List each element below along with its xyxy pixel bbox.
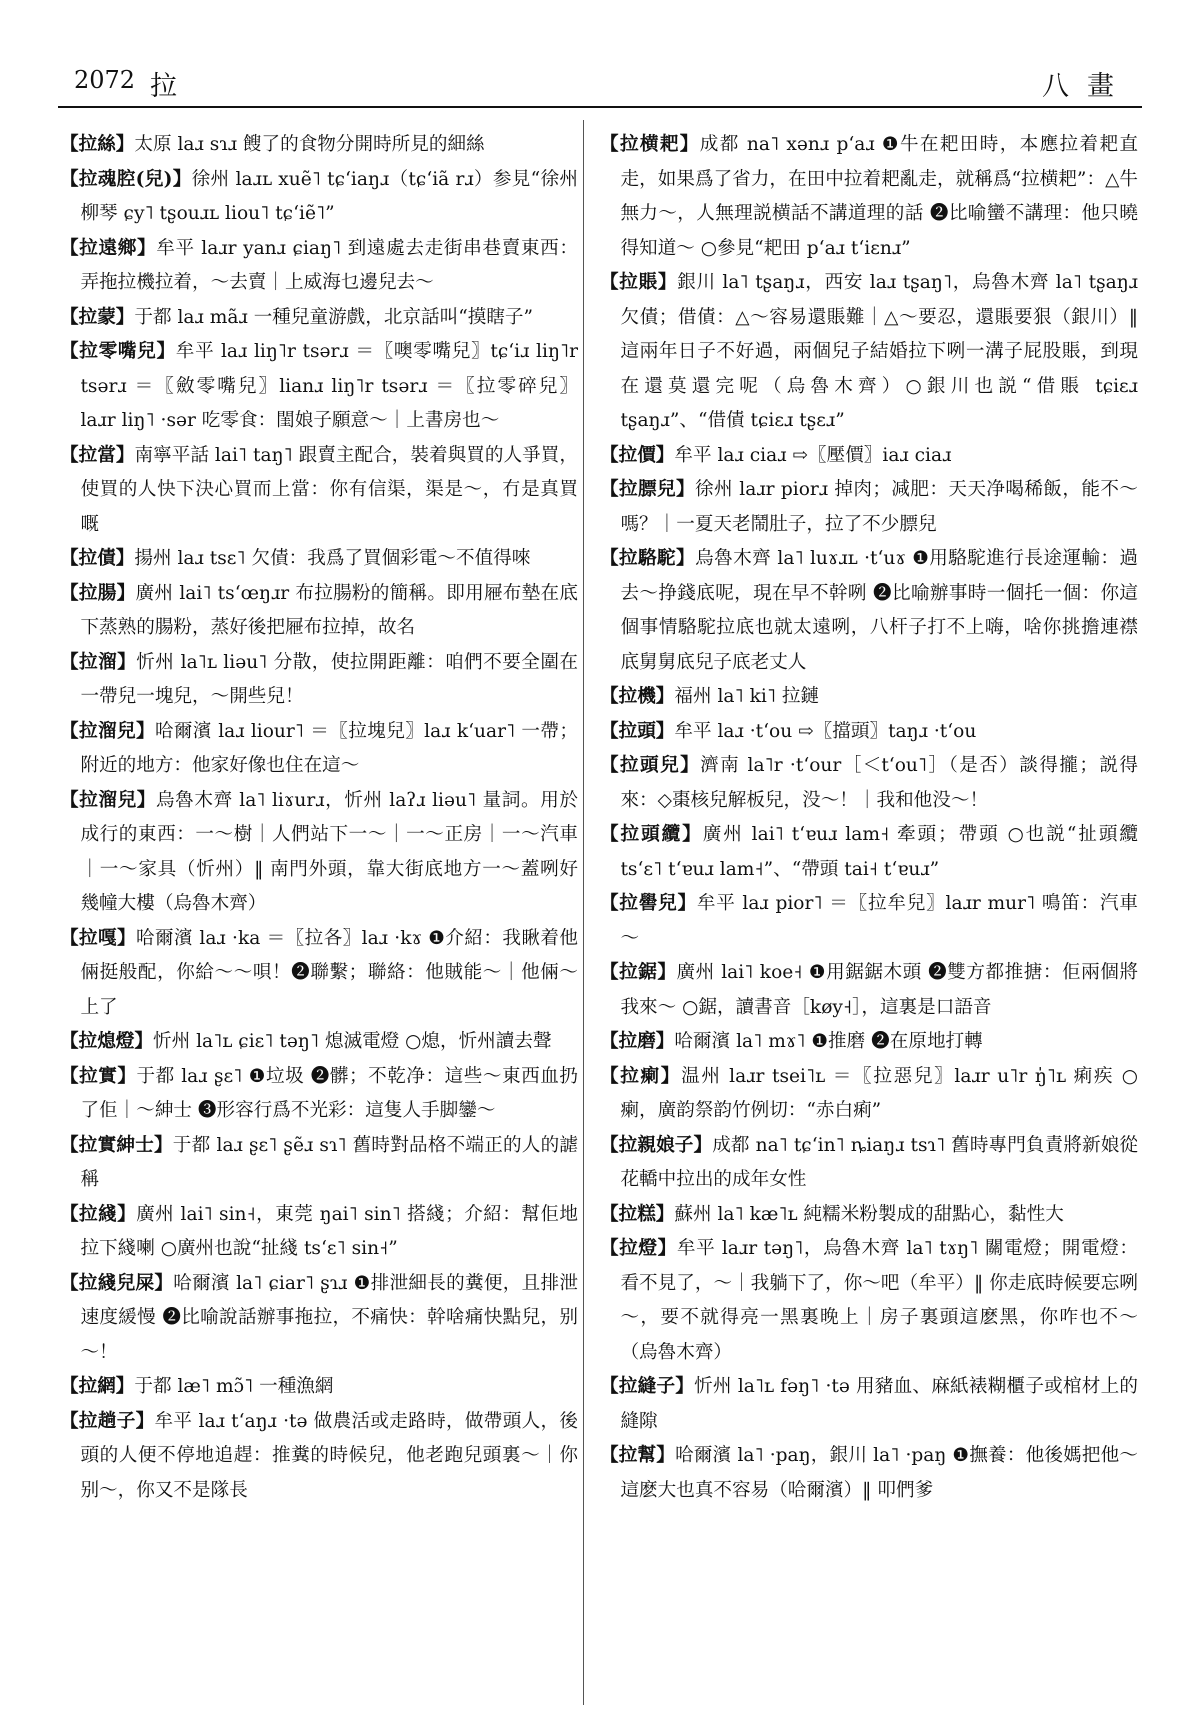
dictionary-entry: [60, 163, 578, 232]
entry-definition: 廣州 lai˥ koe˧ ❶用鋸鋸木頭 ❷雙方都推搪：佢兩個將我來～ ○鋸，讀書音［køy˧］，這裏是口語音: [620, 962, 1138, 1018]
dictionary-entry: [60, 1198, 578, 1267]
entry-definition: 南寧平話 lai˥ taŋ˥ 跟賣主配合，裝着與買的人爭買，使買的人快下決心買而上當：你有信渠，渠是～，冇是真買嘅: [80, 444, 578, 535]
dictionary-entry: [600, 680, 1138, 715]
entry-definition: 烏魯木齊 la˥ liɤurɹ，忻州 laʔɹ liəu˥ 量詞。用於成行的東西：一～樹｜人們站下一～｜一～正房｜一～汽車｜一～家具（忻州）‖ 南門外頭，靠大街底地方一～蓋咧好幾幢大樓（烏魯木齊）: [80, 789, 578, 914]
dictionary-entry: [60, 1060, 578, 1129]
entry-definition: 牟平 laɹr təŋ˥，烏魯木齊 la˥ tɤŋ˥ 關電燈；開電燈：看不見了，～｜我躺下了，你～吧（牟平）‖ 你走底時候要忘咧～，要不就得亮一黑裏晚上｜房子裏頭這麽黑，你咋也不～（烏魯木齊）: [620, 1238, 1138, 1363]
entry-headword: 【拉瘌】: [600, 1065, 682, 1087]
entry-definition: 太原 laɹ sɿɹ 餿了的食物分開時所見的細絲: [134, 134, 485, 155]
entry-definition: 濟南 la˥r ·tʻour［＜tʻou˥］（是否）談得攏；説得來：◇棗核兒解板兒，没～！｜我和他没～！: [620, 755, 1138, 811]
entry-definition: 揚州 laɹ tsɛ˥ 欠債：我爲了買個彩電～不值得唻: [134, 548, 531, 569]
entry-definition: 烏魯木齊 la˥ luɤɹʟ ·tʻuɤ ❶用駱駝進行長途運輸：過去～挣錢底呢，現在早不幹咧 ❷比喻辦事時一個托一個：你這個事情駱駝拉底也就太遠咧，八杆子打不上嗨，啥你挑擔連襟底舅舅底兒子底老丈人: [620, 548, 1138, 673]
entry-definition: 哈爾濱 la˥ mɤ˥ ❶推磨 ❷在原地打轉: [674, 1031, 983, 1052]
right-column: [600, 128, 1138, 1508]
dictionary-entry: [600, 1232, 1138, 1370]
dictionary-entry: [60, 577, 578, 646]
entry-headword: 【拉機】: [600, 686, 675, 707]
entry-headword: 【拉債】: [60, 548, 135, 569]
dictionary-entry: [60, 646, 578, 715]
dictionary-entry: [60, 1267, 578, 1371]
entry-headword: 【拉價】: [600, 444, 675, 466]
dictionary-entry: [600, 1129, 1138, 1198]
entry-headword: 【拉溜兒】: [60, 789, 156, 811]
entry-headword: 【拉實】: [60, 1065, 137, 1087]
entry-definition: 廣州 lai˥ tʻɐuɹ lam˧ 牽頭；帶頭 ○也説“扯頭纜 tsʻɛ˥ tʻɐuɹ lam˧”、“帶頭 tai˧ tʻɐuɹ”: [620, 824, 1138, 880]
dictionary-entry: [600, 956, 1138, 1025]
entry-definition: 成都 na˥ xənɹ pʻaɹ ❶牛在耙田時，本應拉着耙直走，如果爲了省力，在田中拉着耙亂走，就稱爲“拉横耙”：△牛無力～，人無理説横話不講道理的話 ❷比喻蠻不講理：他只曉得知道～ ○參見“耙田 pʻaɹ tʻiɛnɹ”: [620, 134, 1138, 259]
dictionary-entry: [60, 439, 578, 543]
entry-headword: 【拉幫】: [600, 1445, 676, 1466]
entry-definition: 哈爾濱 laɹ liour˥ ＝〖拉塊兒〗laɹ kʻuar˥ 一帶；附近的地方：他家好像也住在這～: [80, 720, 578, 776]
dictionary-entry: [600, 1370, 1138, 1439]
entry-definition: 徐州 laɹʟ xuẽ˥ tɕʻiaŋɹ（tɕʻiã rɹ）参見“徐州柳琴 ɕy˥ tʂouɹʟ liou˥ tɕʻiẽ˥”: [80, 168, 578, 224]
dictionary-entry: [60, 542, 578, 577]
dictionary-entry: [60, 1405, 578, 1509]
entry-definition: 成都 na˥ tɕʻin˥ ȵiaŋɹ tsɿ˥ 舊時專門負責將新娘從花轎中拉出的成年女性: [620, 1134, 1138, 1190]
entry-headword: 【拉溜兒】: [60, 720, 155, 742]
dictionary-entry: [60, 1370, 578, 1405]
entry-headword: 【拉親娘子】: [600, 1134, 713, 1156]
dictionary-entry: [60, 715, 578, 784]
entry-definition: 牟平 laɹr yanɹ ɕiaŋ˥ 到遠處去走街串巷賣東西：弄拖拉機拉着，～去賣｜上威海乜邊兒去～: [80, 237, 578, 293]
dictionary-entry: [600, 542, 1138, 680]
entry-headword: 【拉綫兒屎】: [60, 1272, 174, 1294]
entry-headword: 【拉賬】: [600, 272, 678, 293]
dictionary-entry: [600, 1060, 1138, 1129]
entry-headword: 【拉魂腔(兒)】: [60, 168, 192, 190]
entry-definition: 忻州 la˥ʟ ɕiɛ˥ təŋ˥ 熄滅電燈 ○熄，忻州讀去聲: [152, 1031, 552, 1052]
entry-headword: 【拉嘎】: [60, 927, 137, 949]
entry-definition: 廣州 lai˥ sin˧，東莞 ŋai˥ sin˥ 搭綫；介紹：幫佢地拉下綫喇 ○廣州也說“扯綫 tsʻɛ˥ sin˧”: [80, 1203, 578, 1259]
entry-definition: 牟平 laɹ ·tʻou ⇨〖擋頭〗taŋɹ ·tʻou: [674, 720, 977, 742]
dictionary-entry: [60, 232, 578, 301]
left-column: [60, 128, 578, 1508]
entry-headword: 【拉横耙】: [600, 134, 700, 155]
entry-headword: 【拉鋸】: [600, 962, 677, 983]
entry-definition: 蘇州 la˥ kæ˥ʟ 純糯米粉製成的甜點心，黏性大: [674, 1203, 1064, 1225]
entry-definition: 徐州 laɹr piorɹ 掉肉；减肥：天天净喝稀飯，能不～嗎？｜一夏天老鬧肚子，拉了不少膘兒: [620, 479, 1138, 535]
entry-definition: 于都 laɹ ʂɛ˥ ʂẽɹ sɿ˥ 舊時對品格不端正的人的謔稱: [80, 1134, 578, 1190]
entry-headword: 【拉駱駝】: [600, 548, 696, 569]
entry-headword: 【拉頭纜】: [600, 824, 703, 845]
dictionary-entry: [600, 715, 1138, 750]
entry-headword: 【拉頭】: [600, 720, 675, 742]
entry-definition: 牟平 laɹ tʻaŋɹ ·tə 做農活或走路時，做帶頭人，後頭的人便不停地追趕：推糞的時候兒，他老跑兒頭裏～｜你别～，你又不是隊長: [80, 1410, 578, 1501]
entry-headword: 【拉磨】: [600, 1031, 675, 1052]
dictionary-entry: [600, 266, 1138, 439]
entry-definition: 牟平 laɹ ciaɹ ⇨〖壓價〗iaɹ ciaɹ: [674, 444, 952, 466]
entry-definition: 牟平 laɹ liŋ˥r tsərɹ ＝〖噢零嘴兒〗tɕʻiɹ liŋ˥r tsərɹ ＝〖斂零嘴兒〗lianɹ liŋ˥r tsərɹ ＝〖拉零碎兒〗laɹr liŋ˥ ·sər 吃零食：閨娘子願意～｜上書房也～: [80, 341, 578, 431]
dictionary-entry: [600, 818, 1138, 887]
dictionary-entry: [60, 301, 578, 336]
entry-definition: 牟平 laɹ pior˥ ＝〖拉牟兒〗laɹr mur˥ 鳴笛：汽車～: [620, 893, 1138, 949]
entry-headword: 【拉縫子】: [600, 1376, 695, 1397]
entry-definition: 哈爾濱 la˥ ·paŋ，銀川 la˥ ·paŋ ❶撫養：他後媽把他～這麽大也真不容易（哈爾濱）‖ 叩們爹: [620, 1445, 1138, 1501]
entry-headword: 【拉糕】: [600, 1203, 675, 1225]
entry-definition: 福州 la˥ ki˥ 拉鏈: [674, 686, 820, 707]
dictionary-entry: [600, 128, 1138, 266]
dictionary-entry: [60, 335, 578, 439]
dictionary-entry: [600, 1198, 1138, 1233]
entry-headword: 【拉溜】: [60, 651, 137, 673]
header-character: 拉: [150, 71, 177, 102]
entry-definition: 銀川 la˥ tʂaŋɹ，西安 laɹ tʂaŋ˥，烏魯木齊 la˥ tʂaŋɹ 欠債；借債：△～容易還賬難｜△～要忍，還賬要狠（銀川）‖ 這兩年日子不好過，兩個兒子結婚拉下咧一溝子屁股賬，到現在還莫還完呢（烏魯木齊）○銀川也説“借賬 tɕiɛɹ tʂaŋɹ”、“借債 tɕiɛɹ tʂɛɹ”: [620, 272, 1138, 431]
entry-headword: 【拉膘兒】: [600, 479, 695, 500]
dictionary-entry: [600, 439, 1138, 474]
section-title: 八畫: [1042, 71, 1132, 102]
entry-headword: 【拉蒙】: [60, 306, 135, 328]
entry-headword: 【拉絲】: [60, 134, 135, 155]
entry-definition: 哈爾濱 laɹ ·ka ＝〖拉各〗laɹ ·kɤ ❶介紹：我瞅着他倆挺般配，你給～～唄！❷聯繫；聯絡：他賊能～｜他倆～上了: [80, 927, 578, 1018]
entry-headword: 【拉綫】: [60, 1203, 137, 1225]
entry-headword: 【拉實紳士】: [60, 1134, 173, 1156]
entry-headword: 【拉零嘴兒】: [60, 341, 176, 362]
entry-headword: 【拉嚳兒】: [600, 893, 697, 914]
entry-definition: 于都 læ˥ mɔ̃˥ 一種漁網: [134, 1376, 334, 1397]
page-header: [58, 66, 1142, 108]
entry-definition: 温州 laɹr tsei˥ʟ ＝〖拉惡兒〗laɹr u˥r ŋ̍˥ʟ 痢疾 ○瘌，廣韵祭韵竹例切：“赤白痢”: [620, 1065, 1138, 1121]
entry-definition: 于都 laɹ mãɹ 一種兒童游戲，北京話叫“摸瞎子”: [134, 306, 534, 328]
entry-definition: 忻州 la˥ʟ fəŋ˥ ·tə 用豬血、麻紙裱糊櫃子或棺材上的縫隙: [620, 1376, 1138, 1432]
entry-headword: 【拉當】: [60, 444, 135, 466]
entry-headword: 【拉燈】: [600, 1238, 677, 1259]
entry-headword: 【拉遠鄉】: [60, 237, 157, 259]
dictionary-entry: [60, 128, 578, 163]
dictionary-entry: [60, 1129, 578, 1198]
dictionary-entry: [600, 1025, 1138, 1060]
entry-headword: 【拉趟子】: [60, 1410, 155, 1432]
dictionary-entry: [600, 749, 1138, 818]
dictionary-entry: [600, 887, 1138, 956]
entry-definition: 忻州 la˥ʟ liəu˥ 分散，使拉開距離：咱們不要全圍在一帶兒一塊兒，～開些兒！: [80, 651, 578, 707]
entry-headword: 【拉腸】: [60, 582, 136, 604]
column-divider: [583, 120, 584, 1705]
page-number: 2072: [74, 66, 136, 94]
entry-headword: 【拉熄燈】: [60, 1031, 153, 1052]
entry-definition: 哈爾濱 la˥ ɕiar˥ ʂɿɹ ❶排泄細長的糞便，且排泄速度緩慢 ❷比喻說話辦事拖拉，不痛快：幹啥痛快點兒，别～！: [80, 1272, 578, 1363]
entry-definition: 廣州 lai˥ tsʻœŋɹr 布拉腸粉的簡稱。即用屜布墊在底下蒸熟的腸粉，蒸好後把屜布拉掉，故名: [80, 582, 578, 638]
dictionary-entry: [600, 1439, 1138, 1508]
entry-definition: 于都 laɹ ʂɛ˥ ❶垃圾 ❷髒；不乾净：這些～東西血扔了佢｜～紳士 ❸形容行爲不光彩：這隻人手脚鑾～: [80, 1065, 578, 1121]
entry-headword: 【拉網】: [60, 1376, 135, 1397]
entry-headword: 【拉頭兒】: [600, 755, 701, 776]
dictionary-entry: [60, 922, 578, 1026]
dictionary-entry: [60, 784, 578, 922]
dictionary-entry: [600, 473, 1138, 542]
dictionary-entry: [60, 1025, 578, 1060]
